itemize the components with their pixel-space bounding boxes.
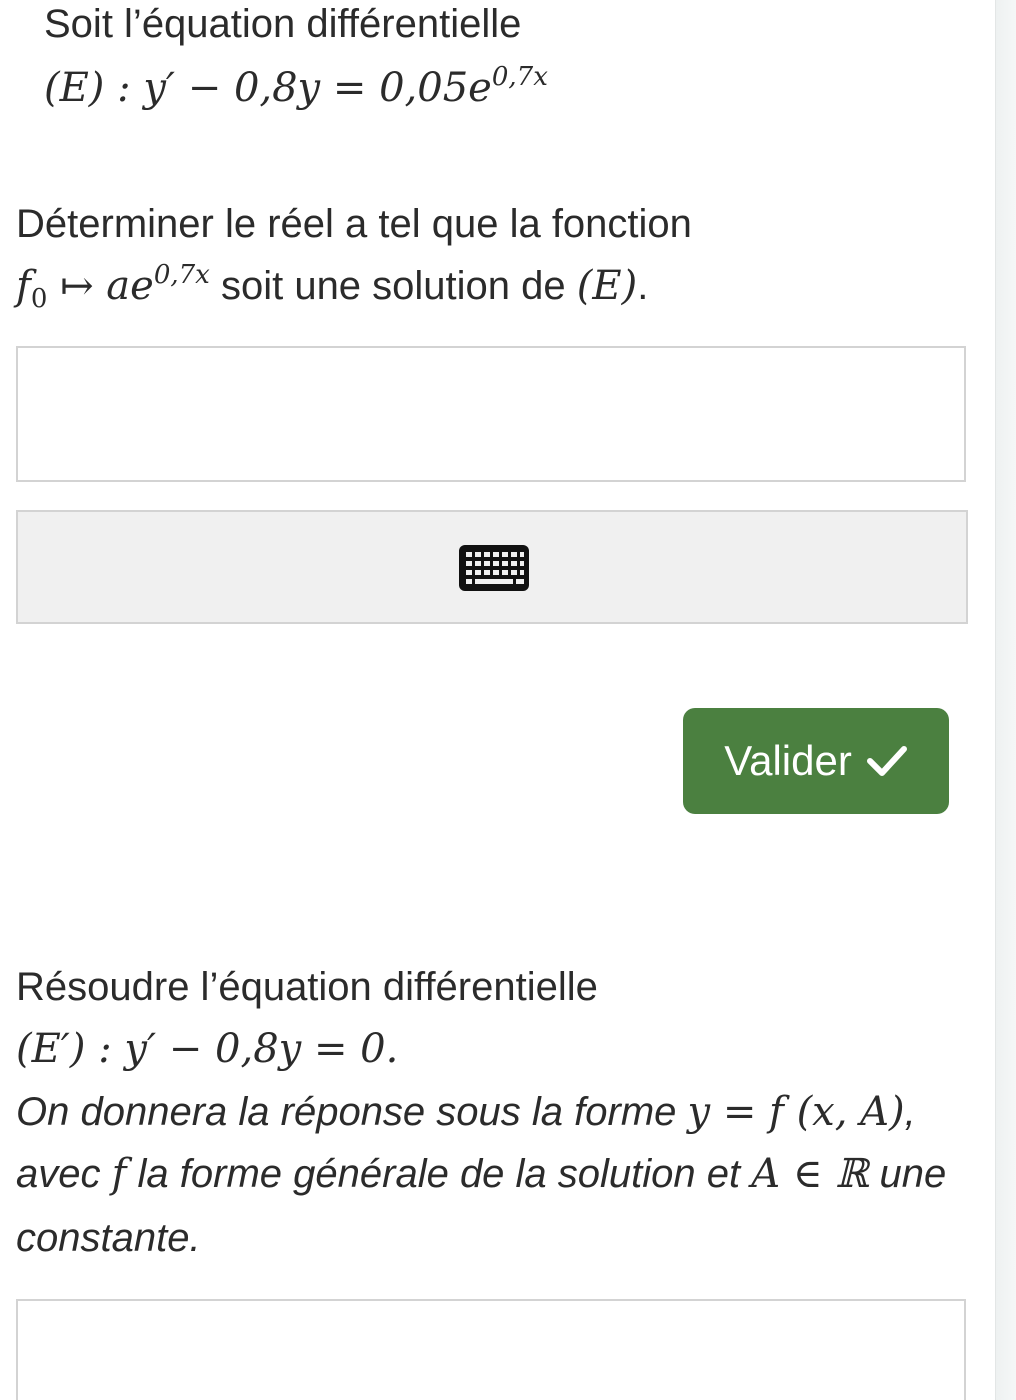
answer-input-1[interactable] [16, 346, 966, 482]
instruction-a-in-r: A ∈ ℝ [751, 1151, 869, 1197]
exercise2-equation: (E′) : y′ − 0,8y = 0. [16, 1026, 399, 1072]
exercise2-instruction-line2 [16, 1150, 946, 1198]
exercise1-intro: Soit l’équation différentielle [44, 2, 522, 46]
instruction-avec: avec [16, 1152, 112, 1196]
exercise1-question-line1: Déterminer le réel a tel que la fonction [16, 202, 692, 246]
instruction-form-math: y = f (x, A) [687, 1089, 905, 1135]
exercise2-intro: Résoudre l’équation différentielle [16, 965, 598, 1009]
instruction-text: On donnera la réponse sous la forme [16, 1090, 688, 1134]
instruction-f: f [111, 1151, 127, 1197]
function-name: f [16, 263, 31, 309]
function-subscript: 0 [30, 284, 48, 314]
page-edge-shadow [995, 0, 1016, 1400]
validate-button[interactable] [683, 708, 949, 814]
exercise2-instruction-line1 [16, 1088, 916, 1136]
exercise1-equation-exponent: 0,7x [491, 62, 548, 92]
keyboard-icon[interactable] [458, 544, 530, 592]
answer-input-2[interactable] [16, 1299, 966, 1400]
virtual-keyboard-toggle-bar[interactable] [16, 510, 968, 624]
validate-button-label: Valider [724, 737, 852, 784]
exercise1-question-line2 [16, 260, 649, 314]
function-exponent: 0,7x [153, 260, 210, 290]
function-map: ↦ ae [47, 263, 154, 309]
equation-ref: (E) [576, 263, 638, 309]
check-icon [866, 743, 908, 779]
instruction-comma: , [904, 1090, 916, 1134]
exercise1-equation [44, 64, 548, 112]
question-rest: soit une solution de [209, 264, 577, 308]
instruction-une: une [868, 1152, 947, 1196]
question-end: . [637, 264, 649, 308]
exercise1-equation-main: (E) : y′ − 0,8y = 0,05e [44, 65, 492, 111]
exercise2-instruction-line3: constante. [16, 1216, 201, 1260]
instruction-middle: la forme générale de la solution et [126, 1152, 752, 1196]
